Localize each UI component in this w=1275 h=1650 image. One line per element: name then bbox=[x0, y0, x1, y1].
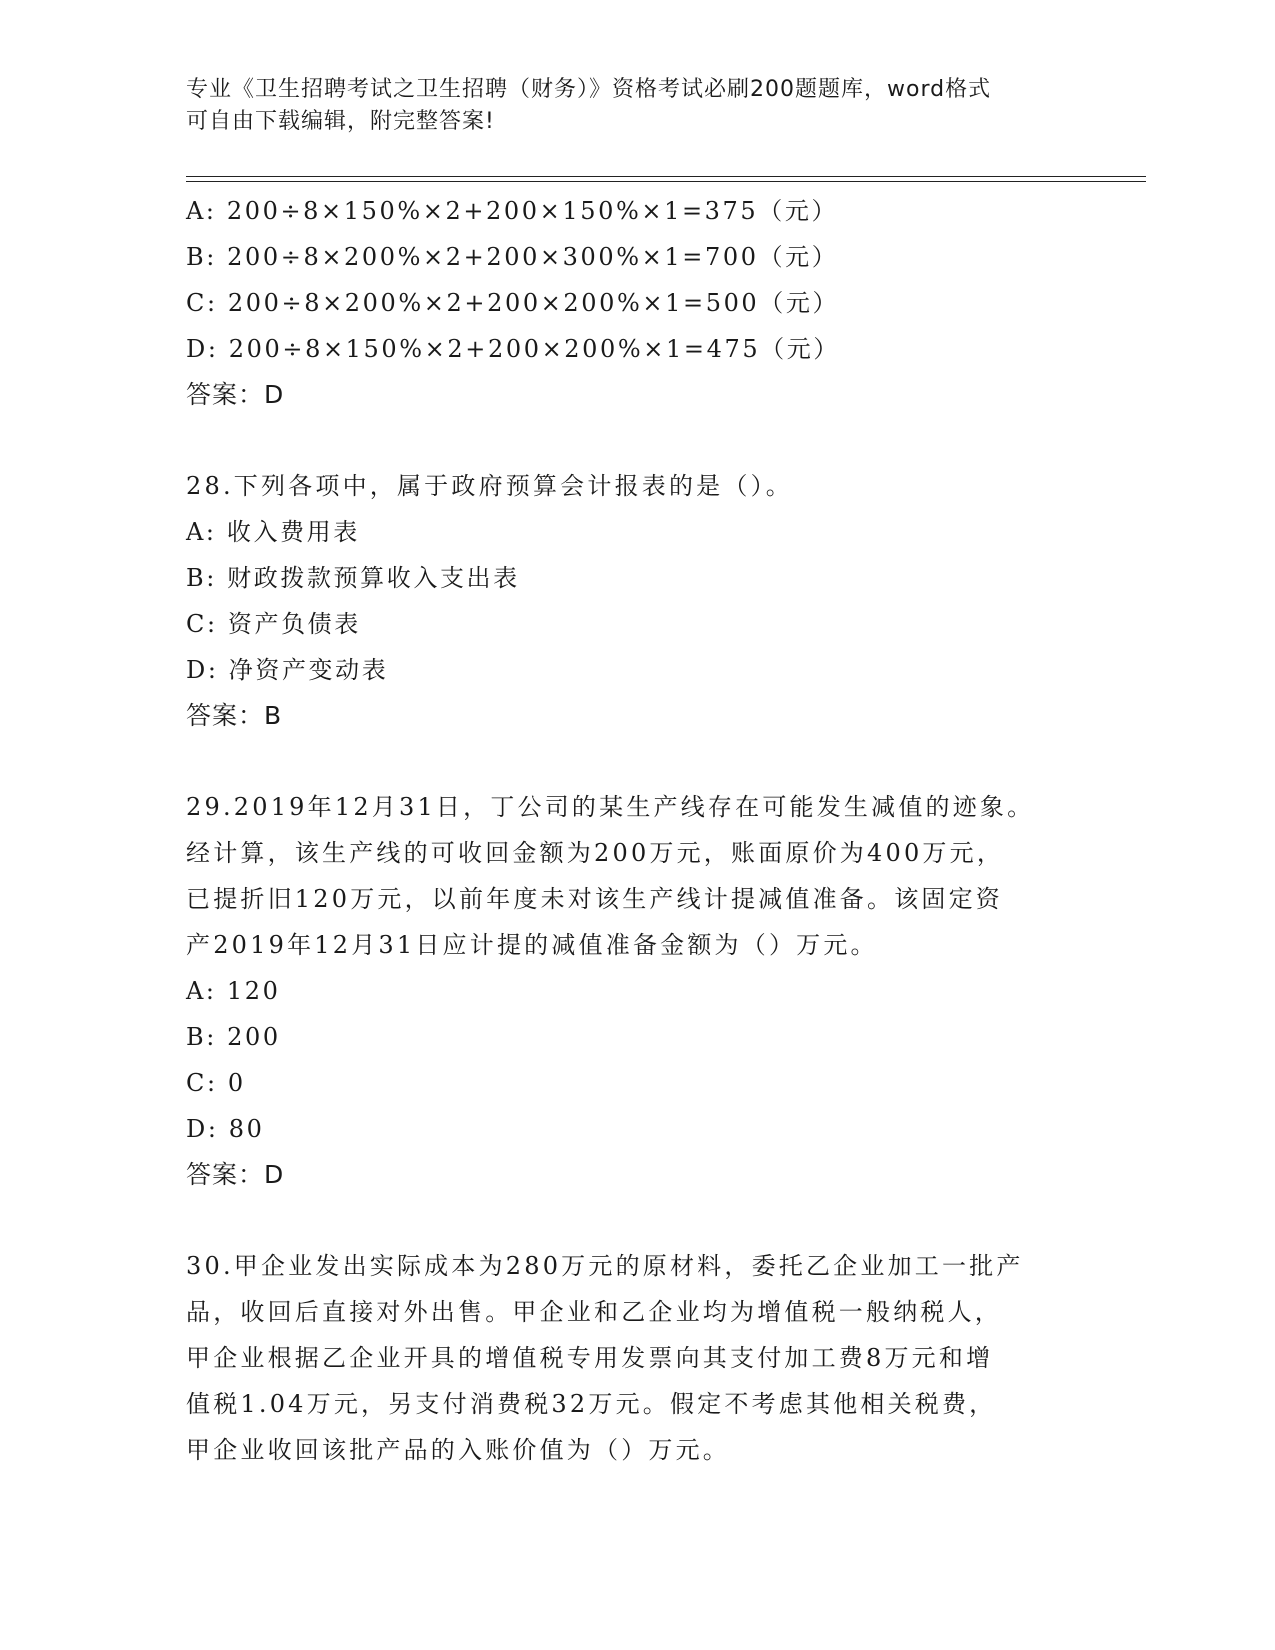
question-stem bbox=[186, 784, 1086, 968]
question-29-block bbox=[186, 784, 1086, 1198]
header-rule-bottom bbox=[186, 181, 1146, 182]
document-body bbox=[186, 188, 1086, 1473]
option-d: D: 80 bbox=[186, 1115, 265, 1143]
spacer bbox=[186, 1198, 1086, 1243]
question-stem bbox=[186, 463, 1086, 509]
option-a: A: 收入费用表 bbox=[186, 518, 360, 546]
option-b: B: 200÷8×200%×2+200×300%×1=700（元） bbox=[186, 243, 839, 271]
option-a: A: 120 bbox=[186, 977, 281, 1005]
answer-line: 答案：D bbox=[186, 380, 285, 409]
header-line-1: 专业《卫生招聘考试之卫生招聘（财务）》资格考试必刷200题题库，word格式 bbox=[186, 77, 992, 102]
option-c: C: 200÷8×200%×2+200×200%×1=500（元） bbox=[186, 289, 840, 317]
stem-line: 经计算，该生产线的可收回金额为200万元，账面原价为400万元， bbox=[186, 839, 1005, 867]
document-header bbox=[186, 74, 1066, 138]
answer-line: 答案：B bbox=[186, 701, 283, 730]
header-line-2: 可自由下载编辑，附完整答案! bbox=[186, 109, 495, 134]
answer-line: 答案：D bbox=[186, 1160, 285, 1189]
option-c: C: 资产负债表 bbox=[186, 610, 361, 638]
question-stem bbox=[186, 1243, 1086, 1473]
stem-line: 甲企业根据乙企业开具的增值税专用发票向其支付加工费8万元和增 bbox=[186, 1344, 994, 1372]
option-c: C: 0 bbox=[186, 1069, 246, 1097]
option-b: B: 财政拨款预算收入支出表 bbox=[186, 564, 520, 592]
question-28-block bbox=[186, 463, 1086, 739]
spacer bbox=[186, 418, 1086, 463]
option-b: B: 200 bbox=[186, 1023, 281, 1051]
option-d: D: 200÷8×150%×2+200×200%×1=475（元） bbox=[186, 335, 840, 363]
option-a: A: 200÷8×150%×2+200×150%×1=375（元） bbox=[186, 197, 839, 225]
stem-line: 已提折旧120万元，以前年度未对该生产线计提减值准备。该固定资 bbox=[186, 885, 1004, 913]
question-27-block bbox=[186, 188, 1086, 418]
stem-line: 产2019年12月31日应计提的减值准备金额为（）万元。 bbox=[186, 931, 878, 959]
stem-line: 30.甲企业发出实际成本为280万元的原材料，委托乙企业加工一批产 bbox=[186, 1252, 1024, 1280]
spacer bbox=[186, 739, 1086, 784]
stem-line: 品，收回后直接对外出售。甲企业和乙企业均为增值税一般纳税人， bbox=[186, 1298, 1002, 1326]
question-30-block bbox=[186, 1243, 1086, 1473]
stem-line: 甲企业收回该批产品的入账价值为（）万元。 bbox=[186, 1436, 730, 1464]
stem-line: 29.2019年12月31日，丁公司的某生产线存在可能发生减值的迹象。 bbox=[186, 793, 1035, 821]
stem-line: 28.下列各项中，属于政府预算会计报表的是（）。 bbox=[186, 472, 793, 500]
header-rule-top bbox=[186, 176, 1146, 177]
option-d: D: 净资产变动表 bbox=[186, 656, 389, 684]
stem-line: 值税1.04万元，另支付消费税32万元。假定不考虑其他相关税费， bbox=[186, 1390, 997, 1418]
